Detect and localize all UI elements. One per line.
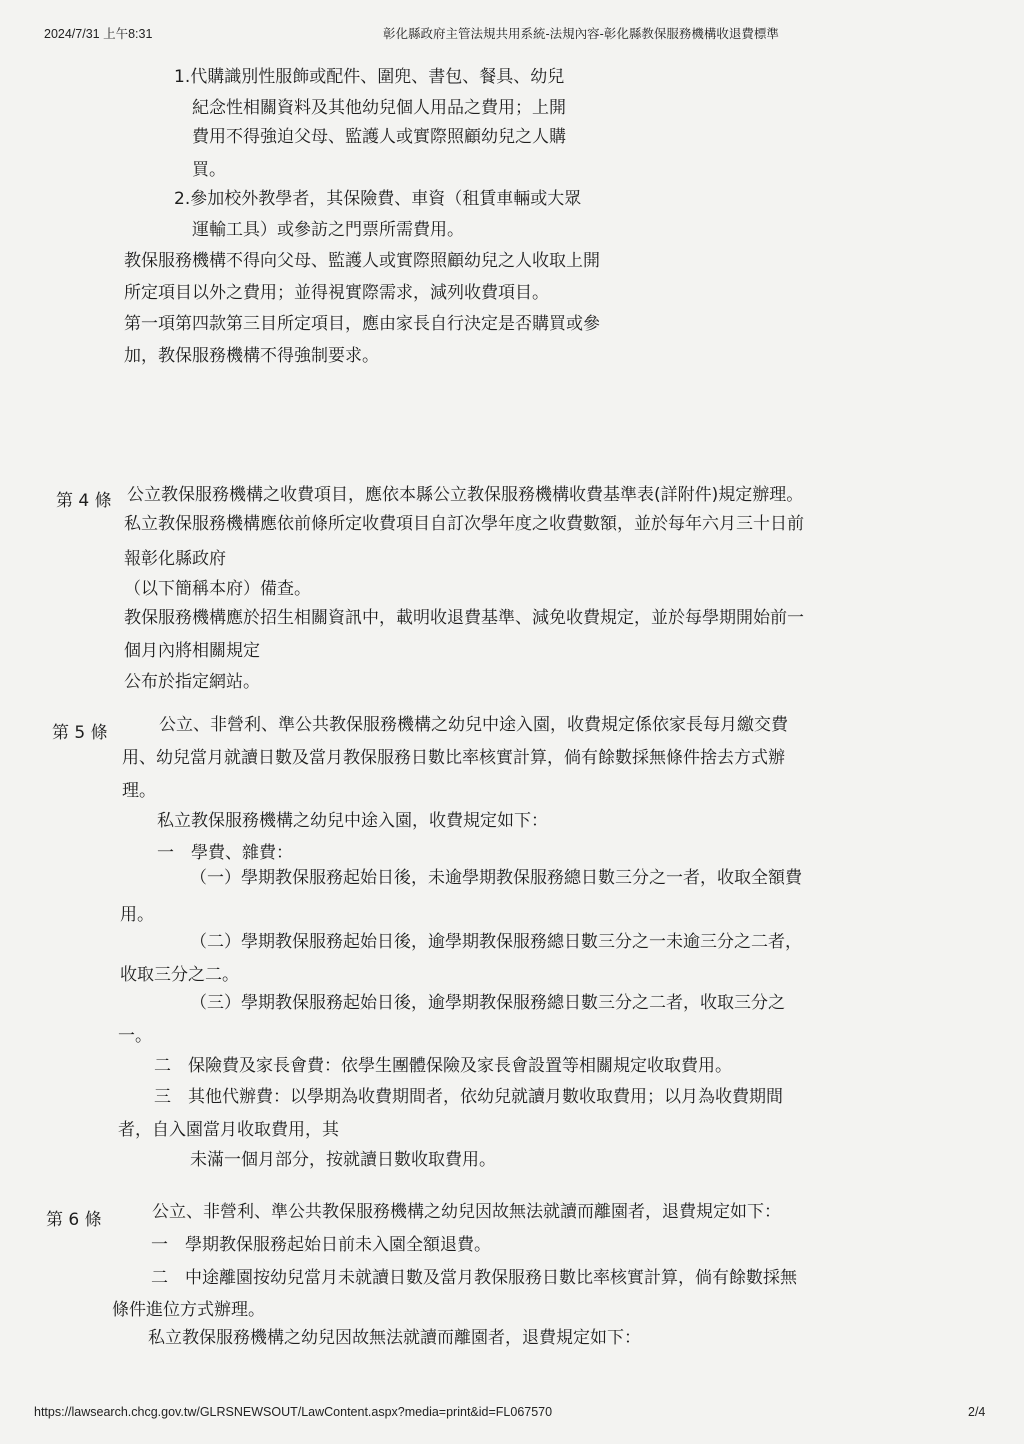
- text-line: 所定項目以外之費用；並得視實際需求，減列收費項目。: [124, 283, 549, 303]
- text-line: 者，自入園當月收取費用，其: [118, 1120, 339, 1140]
- text-line: 二 保險費及家長會費：依學生團體保險及家長會設置等相關規定收取費用。: [154, 1056, 732, 1076]
- text-line: 條件進位方式辦理。: [112, 1300, 265, 1320]
- print-header-title: 彰化縣政府主管法規共用系統-法規內容-彰化縣教保服務機構收退費標準: [383, 27, 779, 41]
- text-line: 2.參加校外教學者，其保險費、車資（租賃車輛或大眾: [174, 189, 582, 209]
- text-line: 二 中途離園按幼兒當月未就讀日數及當月教保服務日數比率核實計算，倘有餘數採無: [151, 1268, 797, 1288]
- text-line: 收取三分之二。: [120, 965, 239, 985]
- article-number-5: 第 5 條: [52, 723, 108, 743]
- text-line: （二）學期教保服務起始日後，逾學期教保服務總日數三分之一未逾三分之二者，: [190, 932, 802, 952]
- text-line: 一 學費、雜費：: [157, 843, 293, 863]
- text-line: 公立、非營利、準公共教保服務機構之幼兒因故無法就讀而離園者，退費規定如下：: [152, 1202, 781, 1222]
- text-line: 教保服務機構應於招生相關資訊中，載明收退費基準、減免收費規定，並於每學期開始前一: [124, 608, 804, 628]
- print-footer-url: https://lawsearch.chcg.gov.tw/GLRSNEWSOUT/LawContent.aspx?media=print&id=FL067570: [34, 1405, 553, 1419]
- text-line: 公立教保服務機構之收費項目，應依本縣公立教保服務機構收費基準表(詳附件)規定辦理。: [127, 485, 804, 505]
- text-line: 第一項第四款第三目所定項目，應由家長自行決定是否購買或參: [124, 314, 600, 334]
- text-line: 一 學期教保服務起始日前未入園全額退費。: [151, 1235, 491, 1255]
- article-number-4: 第 4 條: [56, 491, 112, 511]
- text-line: （以下簡稱本府）備查。: [124, 579, 311, 599]
- text-line: 三 其他代辦費：以學期為收費期間者，依幼兒就讀月數收取費用；以月為收費期間: [154, 1087, 783, 1107]
- text-line: 1.代購識別性服飾或配件、圍兜、書包、餐具、幼兒: [174, 67, 565, 87]
- text-line: 私立教保服務機構之幼兒中途入園，收費規定如下：: [157, 811, 548, 831]
- text-line: 未滿一個月部分，按就讀日數收取費用。: [190, 1150, 496, 1170]
- text-line: 教保服務機構不得向父母、監護人或實際照顧幼兒之人收取上開: [124, 251, 600, 271]
- text-line: 公立、非營利、準公共教保服務機構之幼兒中途入園，收費規定係依家長每月繳交費: [159, 715, 788, 735]
- text-line: 私立教保服務機構之幼兒因故無法就讀而離園者，退費規定如下：: [148, 1328, 641, 1348]
- text-line: 理。: [122, 781, 156, 801]
- text-line: 運輸工具）或參訪之門票所需費用。: [192, 220, 464, 240]
- text-line: 買。: [192, 160, 226, 180]
- text-line: 一。: [118, 1026, 152, 1046]
- text-line: 用、幼兒當月就讀日數及當月教保服務日數比率核實計算，倘有餘數採無條件捨去方式辦: [122, 748, 785, 768]
- text-line: 個月內將相關規定: [124, 641, 260, 661]
- article-number-6: 第 6 條: [46, 1210, 102, 1230]
- text-line: 私立教保服務機構應依前條所定收費項目自訂次學年度之收費數額，並於每年六月三十日前: [124, 514, 804, 534]
- text-line: 用。: [120, 905, 154, 925]
- text-line: （三）學期教保服務起始日後，逾學期教保服務總日數三分之二者，收取三分之: [190, 993, 785, 1013]
- text-line: 加，教保服務機構不得強制要求。: [124, 346, 379, 366]
- text-line: 費用不得強迫父母、監護人或實際照顧幼兒之人購: [192, 127, 566, 147]
- page-number: 2/4: [968, 1405, 986, 1419]
- print-datetime: 2024/7/31 上午8:31: [44, 27, 153, 41]
- text-line: （一）學期教保服務起始日後，未逾學期教保服務總日數三分之一者，收取全額費: [190, 868, 802, 888]
- text-line: 公布於指定網站。: [124, 672, 260, 692]
- text-line: 報彰化縣政府: [124, 549, 226, 569]
- text-line: 紀念性相關資料及其他幼兒個人用品之費用；上開: [192, 98, 566, 118]
